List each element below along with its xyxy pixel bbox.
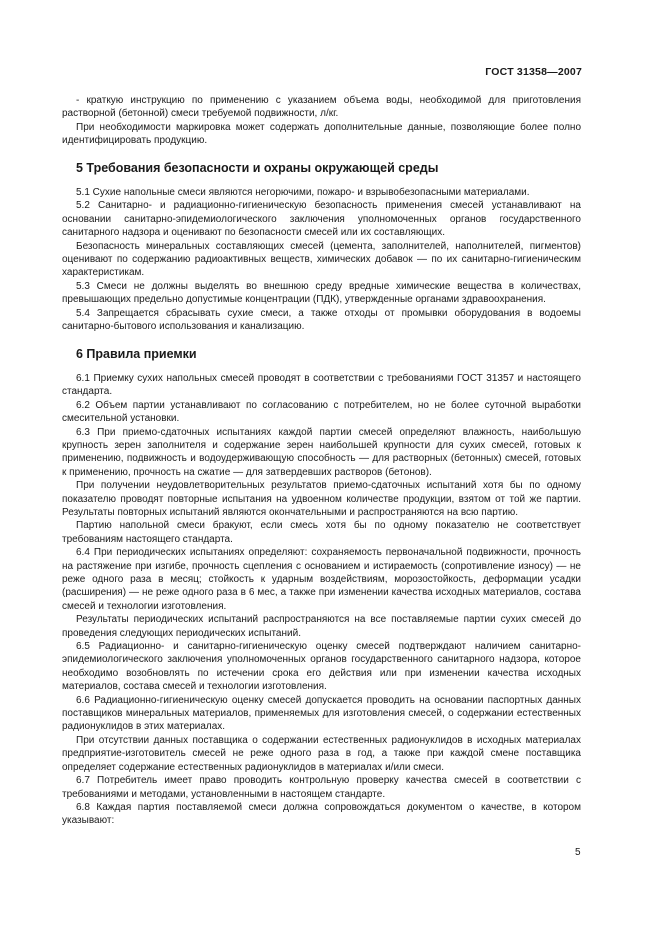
document-body <box>62 94 581 828</box>
paragraph: 6.6 Радиационно-гигиеническую оценку смесей допускается проводить на основании паспортных данных поставщиков минеральных материалов, применяемых для изготовления смесей, о содержании естественных радионуклидов в этих материалах. <box>62 694 581 733</box>
paragraph: 5.2 Санитарно- и радиационно-гигиеническую безопасность применения смесей устанавливают на основании санитарно-эпидемиологического заключения уполномоченных органов государственного санитарного надзора и оценивают по безопасности смесей или их составляющих. <box>62 200 581 239</box>
paragraph: 5.1 Сухие напольные смеси являются негорючими, пожаро- и взрывобезопасными материалами. <box>76 187 530 199</box>
section-5-heading: 5 Требования безопасности и охраны окружающей среды <box>76 160 439 175</box>
page-number: 5 <box>575 847 581 858</box>
paragraph: При необходимости маркировка может содержать дополнительные данные, позволяющие более полно идентифицировать продукцию. <box>62 121 581 147</box>
paragraph: 6.7 Потребитель имеет право проводить контрольную проверку качества смесей в соответствии с требованиями и методами, установленными в настоящем стандарте. <box>62 775 581 800</box>
paragraph: 6.2 Объем партии устанавливают по согласованию с потребителем, но не более суточной выработки смесительной установки. <box>62 399 581 425</box>
paragraph: 6.8 Каждая партия поставляемой смеси должна сопровождаться документом о качестве, в котором указывают: <box>62 801 581 827</box>
paragraph: 5.3 Смеси не должны выделять во внешнюю среду вредные химические вещества в количествах, превышающих предельно допустимые концентрации (ПДК), утвержденные органами здравоохранения. <box>62 280 581 306</box>
paragraph: 6.3 При приемо-сдаточных испытаниях каждой партии смесей определяют влажность, наибольшую крупность зерен заполнителя и содержание зерен наибольшей крупности для сухих смесей, готовых к применению, подвижность и водоудерживающую способность — для растворных (бетонных) смесей, готовых к применению, прочность на сжатие — для затвердевших растворов (бетонов). <box>62 426 581 478</box>
paragraph: 5.4 Запрещается сбрасывать сухие смеси, а также отходы от промывки оборудования в водоемы санитарно-бытового использования и канализацию. <box>62 307 581 333</box>
paragraph: При получении неудовлетворительных результатов приемо-сдаточных испытаний хотя бы по одному показателю проводят повторные испытания на удвоенном количестве продукции, взятом от той же партии. Результаты повторных испытаний являются окончательными и распространяются на всю партию. <box>62 480 581 518</box>
paragraph: 6.1 Приемку сухих напольных смесей проводят в соответствии с требованиями ГОСТ 31357 и настоящего стандарта. <box>62 372 581 398</box>
standard-number: ГОСТ 31358—2007 <box>485 66 582 78</box>
paragraph: - краткую инструкцию по применению с указанием объема воды, необходимой для приготовления растворной (бетонной) смеси требуемой подвижности, л/кг. <box>62 95 581 120</box>
paragraph: Безопасность минеральных составляющих смесей (цемента, заполнителей, наполнителей, пигментов) оценивают по содержанию радиоактивных веществ, химических добавок — по их санитарно-гигиеническим характеристикам. <box>62 240 581 279</box>
paragraph: 6.5 Радиационно- и санитарно-гигиеническую оценку смесей подтверждают наличием санитарно-эпидемиологического заключения уполномоченных органов государственного санитарного надзора, которое необходимо возобновлять по истечении срока его действия или при изменении качества исходных материалов, состава смесей и технологии изготовления. <box>62 641 581 693</box>
paragraph: Результаты периодических испытаний распространяются на все поставляемые партии сухих смесей до проведения следующих периодических испытаний. <box>62 614 581 639</box>
paragraph: 6.4 При периодических испытаниях определяют: сохраняемость первоначальной подвижности, прочность на растяжение при изгибе, прочность сцепления с основанием и истираемость (сопротивление износу) — не реже одного раза в месяц; стойкость к ударным воздействиям, морозостойкость, деформации усадки (расширения) — не реже одного раза в 6 мес, а также при изменении качества исходных материалов, состава смесей и технологии изготовления. <box>62 547 581 612</box>
paragraph: Партию напольной смеси бракуют, если смесь хотя бы по одному показателю не соответствует требованиям настоящего стандарта. <box>62 520 581 545</box>
paragraph: При отсутствии данных поставщика о содержании естественных радионуклидов в исходных материалах предприятие-изготовитель смесей не реже одного раза в год, а также при каждой смене поставщика определяет содержание естественных радионуклидов в материалах и/или смеси. <box>62 734 581 773</box>
section-6-heading: 6 Правила приемки <box>76 346 197 361</box>
